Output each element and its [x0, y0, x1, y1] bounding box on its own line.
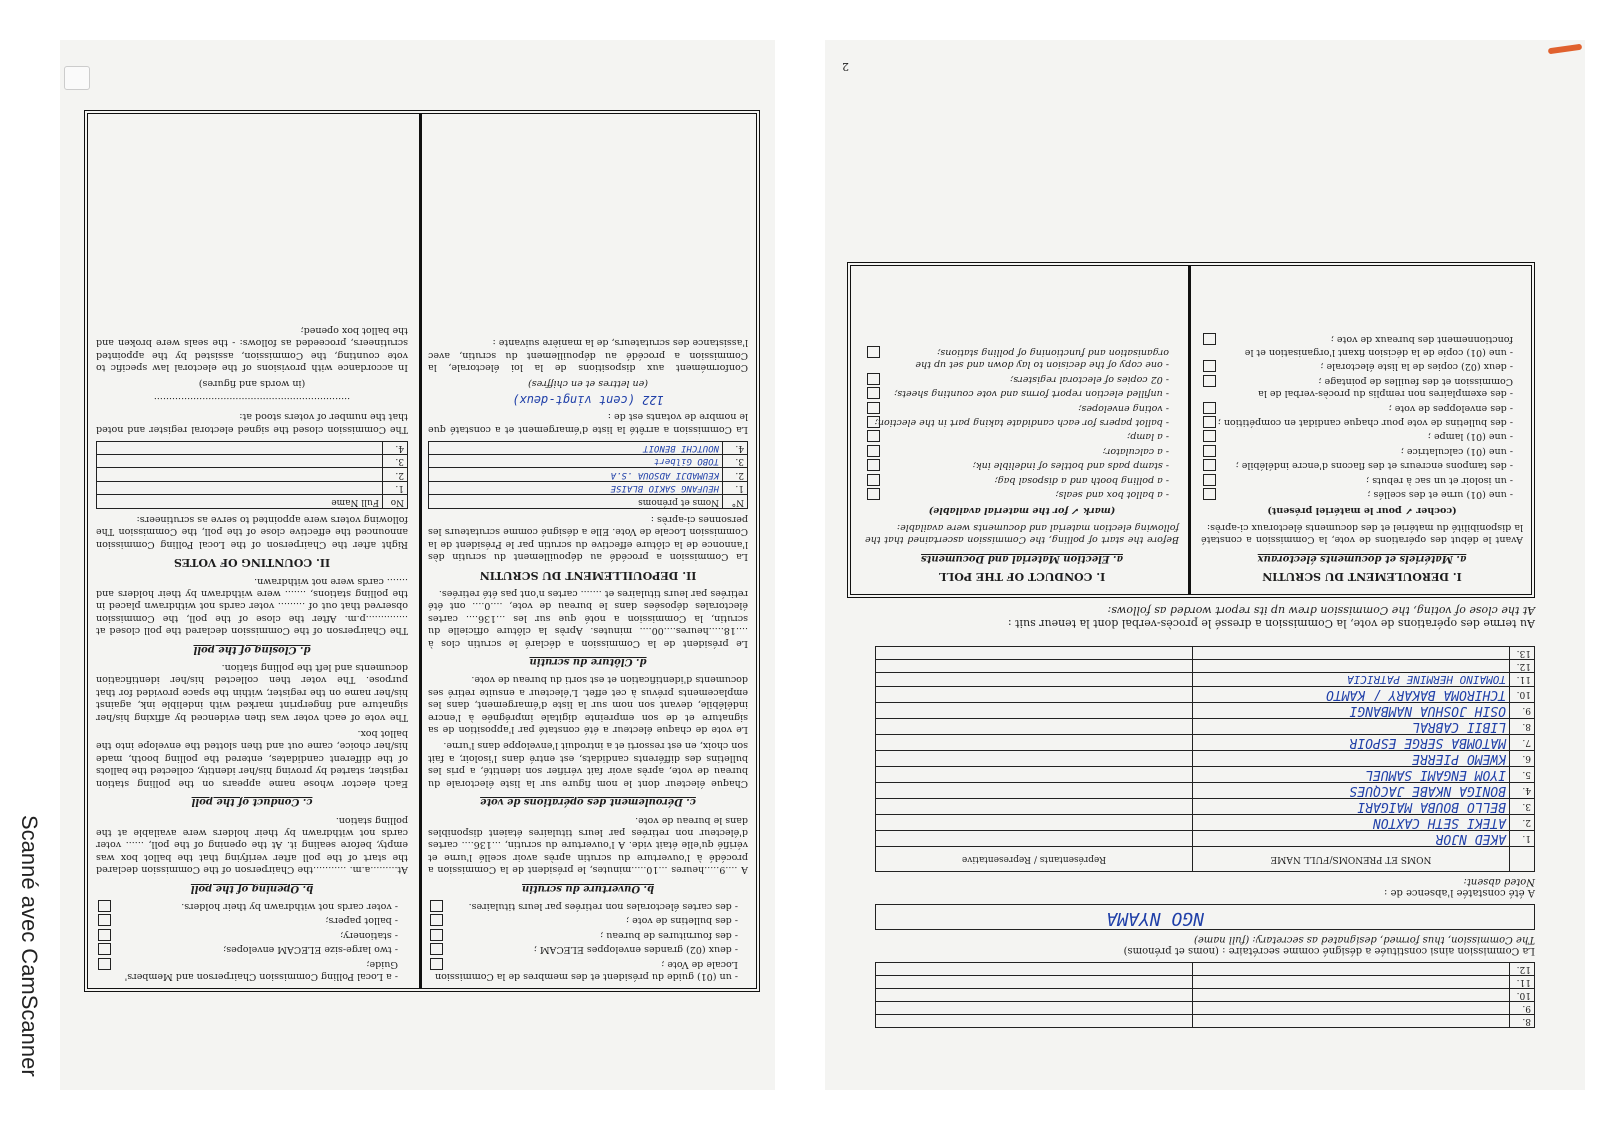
- checkbox[interactable]: [430, 914, 443, 926]
- checkbox[interactable]: [98, 958, 111, 970]
- voters-closing-text: The Commission closed the signed electoral register and noted that the number of voters stood at:: [96, 411, 408, 435]
- reps-table-continued: [875, 962, 1535, 1028]
- section-d-title: d. Closing of the poll: [193, 643, 311, 655]
- section-ii-text: Right after the Chairperson of the Local Polling Commission announced the effective close of the poll, the Commission The following voters were appointed to serve as scrutineers:: [96, 514, 408, 550]
- table-row: 4. NOUTCHI BENOIT: [429, 441, 748, 454]
- page-number: 2: [842, 60, 849, 73]
- en-section-title: I. CONDUCT OF THE POLL: [938, 570, 1106, 583]
- final-text: Conformément aux dispositions de la loi électorale, la Commission a procédé au dépouillement du scrutin, avec l'assistance des scrutateurs, de la manière suivante :: [428, 337, 748, 373]
- fr-subsection-title: a. Matériels et documents électoraux: [1257, 552, 1467, 564]
- checkbox[interactable]: [1203, 459, 1216, 471]
- section-b-title: b. Ouverture du scrutin: [521, 882, 655, 894]
- table-row: 10.: [876, 989, 1535, 1002]
- checkbox[interactable]: [867, 373, 880, 385]
- checkbox[interactable]: [1203, 334, 1216, 346]
- list-item: - unfilled election report forms and vote counting sheets;: [865, 387, 1179, 399]
- section-c-text-1: Each elector whose name appears on the polling station register, started by proving his/her identity, collected the ballots of the different candidates, entered the polling booth, made his/her choice, came out and then slotted the envelope into the ballot box.: [96, 728, 408, 789]
- checkbox[interactable]: [98, 900, 111, 912]
- table-row: 8. LIBII CABRAL: [876, 719, 1535, 735]
- table-row: 11. TOMAINO HERMINE PATRICIA: [876, 673, 1535, 687]
- scrutineers-table: N° Noms et prénoms 1. HEUFANG SAKIO BLAISE 2. KEUMADJI ADSOUA .S.A 3. TOBO Gilbert 4. NOUTCHI BENOIT: [428, 441, 748, 509]
- checkbox[interactable]: [1203, 402, 1216, 414]
- secretary-label-fr: La Commission ainsi constituée a désigné comme secrétaire : (noms et prénoms): [1123, 945, 1535, 956]
- checkbox[interactable]: [867, 488, 880, 500]
- list-item: - un (01) guide du président et des membres de la Commission Locale de Vote ;: [428, 957, 748, 982]
- checkbox[interactable]: [98, 943, 111, 955]
- checkbox[interactable]: [867, 402, 880, 414]
- list-item: - a polling booth and a disposal bag;: [865, 473, 1179, 485]
- list-item: - stationery;: [96, 928, 408, 940]
- section-ii-text: La Commission a procédé au dépouillement du scrutin dès l'annonce de la clôture effective du scrutin par le Président de la Commission Locale de Vote. Elle a désigné comme scrutateurs les personnes ci-après :: [428, 514, 748, 563]
- table-row: 9. OSIH JOSHUA NAMBANGI: [876, 703, 1535, 719]
- table-row: 11.: [876, 976, 1535, 989]
- table-row: 12.: [876, 660, 1535, 673]
- checkbox[interactable]: [867, 445, 880, 457]
- section-b-text: At.........a.m. ...........the Chairperson of the Commission declared the start of the poll after verifying that the ballot box was empty, before sealing it. At the opening of the poll, ...... voter cards not withdrawn by their holders were available at the polling station.: [96, 814, 408, 876]
- list-item: - voter cards not withdrawn by their holders.: [96, 900, 408, 912]
- table-row: 10. TCHIROMA BAKARY / KAMTO: [876, 687, 1535, 703]
- checkbox[interactable]: [98, 914, 111, 926]
- list-item: - une (01) urne et des scellés ;: [1201, 488, 1523, 500]
- fr-material-intro: Avant le début des opérations de vote, la Commission a constaté la disponibilité du matériel et des documents électoraux ci-après:: [1201, 521, 1523, 546]
- section-b-text: A ....9.....heures ...10.....minutes, le président de la Commission a procédé à l'ouverture du scrutin après avoir scellé l'urne et vérifié qu'elle était vide. A l'ouverture du scrutin, ...136.... cartes d'électeur non retirées par leurs titulaires étaient disponibles dans le bureau de vote.: [428, 814, 748, 876]
- voters-blank-line[interactable]: .................................................................: [153, 394, 351, 406]
- reps-continued: [865, 262, 1535, 1028]
- table-row: 7. MATOMBA SERGE ESPOIR: [876, 735, 1535, 751]
- section-c-title: c. Déroulement des opérations de vote: [480, 796, 696, 808]
- list-item: - a ballot box and seals;: [865, 488, 1179, 500]
- fr-intro-list: [428, 900, 748, 982]
- secretary-name-field[interactable]: NGO NYAMA: [875, 904, 1535, 930]
- section-d-text: Le président de la Commission a déclaré le scrutin clos à ....18.....heures....00.... minutes. Après la clôture officielle du scrutin, la Commission a noté que sur les ...136.... cartes électorales déposées dans le bureau de vote, ....0.... ont été retirées par leurs titulaires et ....... cartes n'ont pas été retirées.: [428, 588, 748, 649]
- table-row: 12.: [876, 963, 1535, 976]
- list-item: - des exemplaires non remplis du procès-verbal de la Commission et des feuilles de pointage ;: [1201, 374, 1523, 399]
- table-row: 13.: [876, 647, 1535, 660]
- checkbox[interactable]: [430, 929, 443, 941]
- table-row: 9.: [876, 1002, 1535, 1015]
- voters-hint: (in words and figures): [198, 378, 306, 390]
- list-item: - des fournitures de bureau ;: [428, 928, 748, 940]
- final-text: In accordance with provisions of the electoral law specific to vote counting, the Commission, assisted by the appointed scrutineers, proceeded as follows: - the seals were broken and the ballot box opened;: [96, 324, 408, 373]
- list-item: - des bulletins de vote ;: [428, 914, 748, 926]
- table-row: 4.: [97, 441, 408, 454]
- checkbox[interactable]: [1203, 488, 1216, 500]
- scrutineers-table: No Full Name 1. 2. 3. 4.: [96, 441, 408, 509]
- right-form: [845, 108, 1535, 1028]
- en-subsection-title: a. Election Material and Documents: [921, 552, 1123, 564]
- english-column: [88, 114, 416, 988]
- en-material-intro: Before the start of polling, the Commission ascertained that the following election material and documents were available:: [865, 521, 1179, 546]
- list-item: - ballot papers;: [96, 914, 408, 926]
- list-item: - une (01) copie de la décision fixant l'organisation et le fonctionnement des bureaux de vote ;: [1201, 333, 1523, 358]
- french-column: [420, 114, 756, 988]
- checkbox[interactable]: [1203, 416, 1216, 428]
- checkbox[interactable]: [430, 900, 443, 912]
- section-d-text: The Chairperson of the Commission declared the poll closed at ..............p.m. After the close of the poll, the Commission observed that out of ......... voter cards not withdrawn placed in the polling stations, ....... were withdrawn by their holders and ....... cards were not withdrawn.: [96, 575, 408, 637]
- checkbox[interactable]: [1203, 445, 1216, 457]
- camscanner-watermark: Scanné avec CamScanner: [17, 815, 42, 1077]
- list-item: - stamp pads and bottles of indelible ink;: [865, 459, 1179, 471]
- fr-mark-hint: (cocher ✓ pour le matériel présent): [1267, 505, 1457, 517]
- checkbox[interactable]: [430, 958, 443, 970]
- en-mark-hint: (mark ✓ for the material available): [928, 505, 1116, 517]
- checkbox[interactable]: [867, 430, 880, 442]
- table-row: 1. AKED NJOR: [876, 831, 1535, 847]
- table-row: 2. KEUMADJI ADSOUA .S.A: [429, 468, 748, 481]
- list-item: - une (01) calculatrice ;: [1201, 444, 1523, 456]
- material-fr-column: [1193, 266, 1531, 594]
- voters-count-value[interactable]: 122 (cent vingt-deux): [512, 392, 664, 407]
- checkbox[interactable]: [1203, 375, 1216, 387]
- list-item: - a calculator;: [865, 444, 1179, 456]
- list-item: - des enveloppes de vote ;: [1201, 401, 1523, 413]
- checkbox[interactable]: [98, 929, 111, 941]
- left-form-frame: [84, 110, 760, 992]
- table-row: 5. IYOM ENGAMI SAMUEL: [876, 767, 1535, 783]
- absence-label-en: Noted absent:: [1463, 876, 1535, 887]
- absence-label-fr: A été constatée l'absence de :: [1383, 887, 1535, 898]
- voters-hint: (en lettres et en chiffres): [528, 378, 648, 390]
- checkbox[interactable]: [430, 943, 443, 955]
- checkbox[interactable]: [1203, 474, 1216, 486]
- list-item: - two large-size ELECAM envelopes;: [96, 943, 408, 955]
- checkbox[interactable]: [867, 387, 880, 399]
- checkbox[interactable]: [867, 459, 880, 471]
- table-row: 6. KWEMO PIERRE: [876, 751, 1535, 767]
- section-c-text-2: The vote of each voter was then evidenced by affixing his/her signature and fingerprint marked with indelible ink, against his/her name on the register, within the space provided for that purpose. The voter then collected his/her identification documents and left the polling station.: [96, 662, 408, 723]
- table-row: 2. ATEKI SETH CAXTON: [876, 815, 1535, 831]
- fr-section-title: I. DEROULEMENT DU SCRUTIN: [1262, 570, 1462, 583]
- checkbox[interactable]: [867, 416, 880, 428]
- section-c-text-1: Chaque électeur dont le nom figure sur la liste électorale du bureau de vote, après avoir fait vérifier son identité, a pris les bulletins des différents candidats, est entré dans l'isoloir, a fait son choix, en est ressorti et a introduit l'enveloppe dans l'urne.: [428, 740, 748, 789]
- table-row: 1.: [97, 481, 408, 494]
- list-item: - ballot papers for each candidate taking part in the election;: [865, 416, 1179, 428]
- report-intro-en: At the close of voting, the Commission drew up its report worded as follows:: [1107, 604, 1535, 617]
- section-c-title: c. Conduct of the poll: [191, 796, 313, 808]
- column-divider: [419, 114, 422, 988]
- report-intro-fr: Au terme des opérations de vote, la Commission a dressé le procès-verbal dont la teneur suit :: [1007, 617, 1535, 630]
- table-row: 3. BELLO BOUBA MAIGARI: [876, 799, 1535, 815]
- list-item: - a lamp;: [865, 430, 1179, 442]
- checkbox[interactable]: [867, 474, 880, 486]
- checkbox[interactable]: [867, 346, 880, 358]
- list-item: - 02 copies of electoral registers;: [865, 372, 1179, 384]
- material-frame: [847, 262, 1535, 598]
- table-row: 8.: [876, 1015, 1535, 1028]
- list-item: - one copy of the decision to lay down and set up the organisation and functioning of polling stations;: [865, 346, 1179, 371]
- checkbox[interactable]: [1203, 360, 1216, 372]
- section-b-title: b. Opening of the poll: [190, 882, 314, 894]
- list-item: - des cartes électorales non retirées par leurs titulaires.: [428, 900, 748, 912]
- column-divider: [1188, 266, 1191, 594]
- voters-closing-text: La Commission a arrêté la liste d'émargement et a constaté que le nombre de votants est de :: [428, 411, 748, 435]
- list-item: - un isoloir et un sac à rebuts ;: [1201, 473, 1523, 485]
- table-row: 2.: [97, 468, 408, 481]
- list-item: - voting envelopes;: [865, 401, 1179, 413]
- list-item: - deux (02) copies de la liste électorale ;: [1201, 360, 1523, 372]
- table-row: 3.: [97, 454, 408, 467]
- list-item: - une (01) lampe ;: [1201, 430, 1523, 442]
- page-corner-mark: [64, 66, 90, 90]
- list-item: - deux (02) grandes enveloppes ELECAM ;: [428, 943, 748, 955]
- section-ii-title: II. DEPOUILLEMENT DU SCRUTIN: [479, 568, 697, 582]
- list-item: - a Local Polling Commission Chairperson and Members' Guide;: [96, 957, 408, 982]
- en-intro-list: [96, 900, 408, 982]
- list-item: - des tampons encreurs et des flacons d'encre indélébile ;: [1201, 459, 1523, 471]
- section-c-text-2: Le vote de chaque électeur a été constaté par l'apposition de sa signature et de son empreinte digitale imprégnée à l'encre indélébile, devant son nom sur la liste d'émargement, dans les emplacements prévus à cet effet. L'électeur a ensuite retiré ses documents d'identification et est sorti du bureau de vote.: [428, 674, 748, 736]
- table-row: 1. HEUFANG SAKIO BLAISE: [429, 481, 748, 494]
- table-row: 3. TOBO Gilbert: [429, 454, 748, 467]
- absent-representatives-table: NOMS ET PRENOMS/FULL NAME Représentants / Representative 1. AKED NJOR 2. ATEKI SETH CAXTON 3. BELLO BOUBA MAIGARI 4. BONIGA NKABE JACQUES 5. IYOM ENGAMI SAMUEL 6. KWEMO PIERRE 7. MATOMBA SERGE ESPOIR 8. LIBII CABRAL 9. OSIH JOSHUA NAMBANGI 10. TCHIROMA BAKARY / KAMTO 11. TOMAINO HERMINE PATRICIA 12. 13.: [875, 646, 1535, 872]
- section-ii-title: II. COUNTING OF VOTES: [173, 556, 331, 570]
- section-d-title: d. Clôture du scrutin: [529, 656, 647, 668]
- secretary-label-en: The Commission, thus formed, designated as secretary: (full name): [1193, 934, 1535, 945]
- checkbox[interactable]: [1203, 430, 1216, 442]
- list-item: - des bulletins de vote pour chaque candidat en compétition ;: [1201, 416, 1523, 428]
- table-row: 4. BONIGA NKABE JACQUES: [876, 783, 1535, 799]
- material-en-column: [857, 266, 1187, 594]
